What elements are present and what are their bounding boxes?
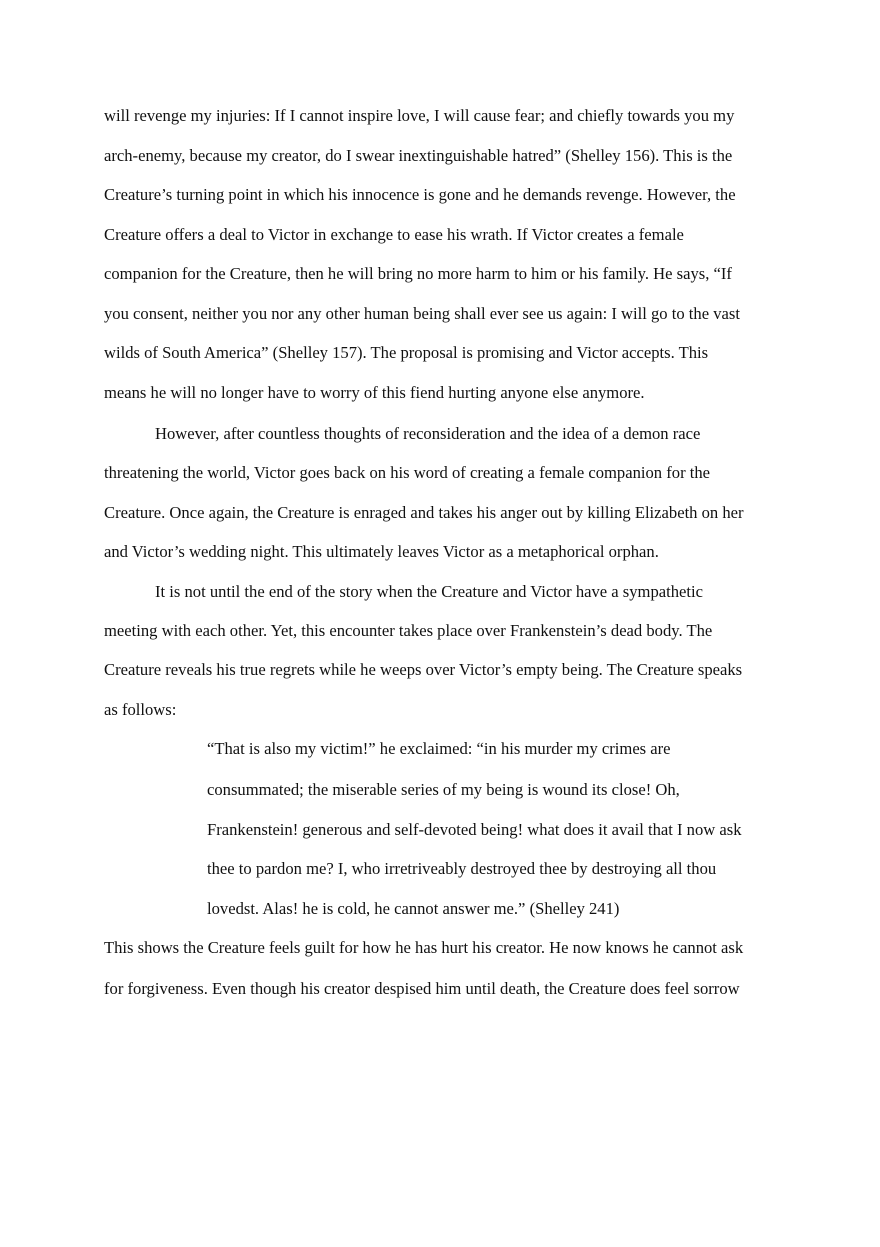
quote-line: thee to pardon me? I, who irretriveably destroyed thee by destroying all thou (207, 859, 717, 878)
text-line: and Victor’s wedding night. This ultimately leaves Victor as a metaphorical orphan. (104, 542, 659, 561)
text-line: However, after countless thoughts of reconsideration and the idea of a demon race (155, 424, 701, 443)
text-line: Creature’s turning point in which his innocence is gone and he demands revenge. However, the (104, 185, 736, 204)
text-line: Creature. Once again, the Creature is enraged and takes his anger out by killing Elizabeth on her (104, 503, 744, 522)
text-line: as follows: (104, 700, 177, 719)
quote-line: “That is also my victim!” he exclaimed: “in his murder my crimes are (207, 739, 671, 758)
text-line: meeting with each other. Yet, this encounter takes place over Frankenstein’s dead body. The (104, 621, 713, 640)
text-line: Creature reveals his true regrets while he weeps over Victor’s empty being. The Creature speaks (104, 660, 743, 679)
text-line: companion for the Creature, then he will bring no more harm to him or his family. He says, “If (104, 264, 732, 283)
quote-line: lovedst. Alas! he is cold, he cannot answer me.” (Shelley 241) (207, 899, 620, 918)
text-line: arch-enemy, because my creator, do I swear inextinguishable hatred” (Shelley 156). This is the (104, 146, 733, 165)
text-line: Creature offers a deal to Victor in exchange to ease his wrath. If Victor creates a female (104, 225, 684, 244)
text-line: will revenge my injuries: If I cannot inspire love, I will cause fear; and chiefly towards you my (104, 106, 735, 125)
quote-line: consummated; the miserable series of my being is wound its close! Oh, (207, 780, 680, 799)
text-line: for forgiveness. Even though his creator despised him until death, the Creature does feel sorrow (104, 979, 740, 998)
text-line: This shows the Creature feels guilt for how he has hurt his creator. He now knows he cannot ask (104, 938, 744, 957)
text-line: means he will no longer have to worry of this fiend hurting anyone else anymore. (104, 383, 645, 402)
quote-line: Frankenstein! generous and self-devoted being! what does it avail that I now ask (207, 820, 742, 839)
text-line: threatening the world, Victor goes back on his word of creating a female companion for the (104, 463, 711, 482)
text-line: you consent, neither you nor any other human being shall ever see us again: I will go to the vast (104, 304, 740, 323)
text-line: It is not until the end of the story when the Creature and Victor have a sympathetic (155, 582, 703, 601)
text-line: wilds of South America” (Shelley 157). The proposal is promising and Victor accepts. This (104, 343, 709, 362)
